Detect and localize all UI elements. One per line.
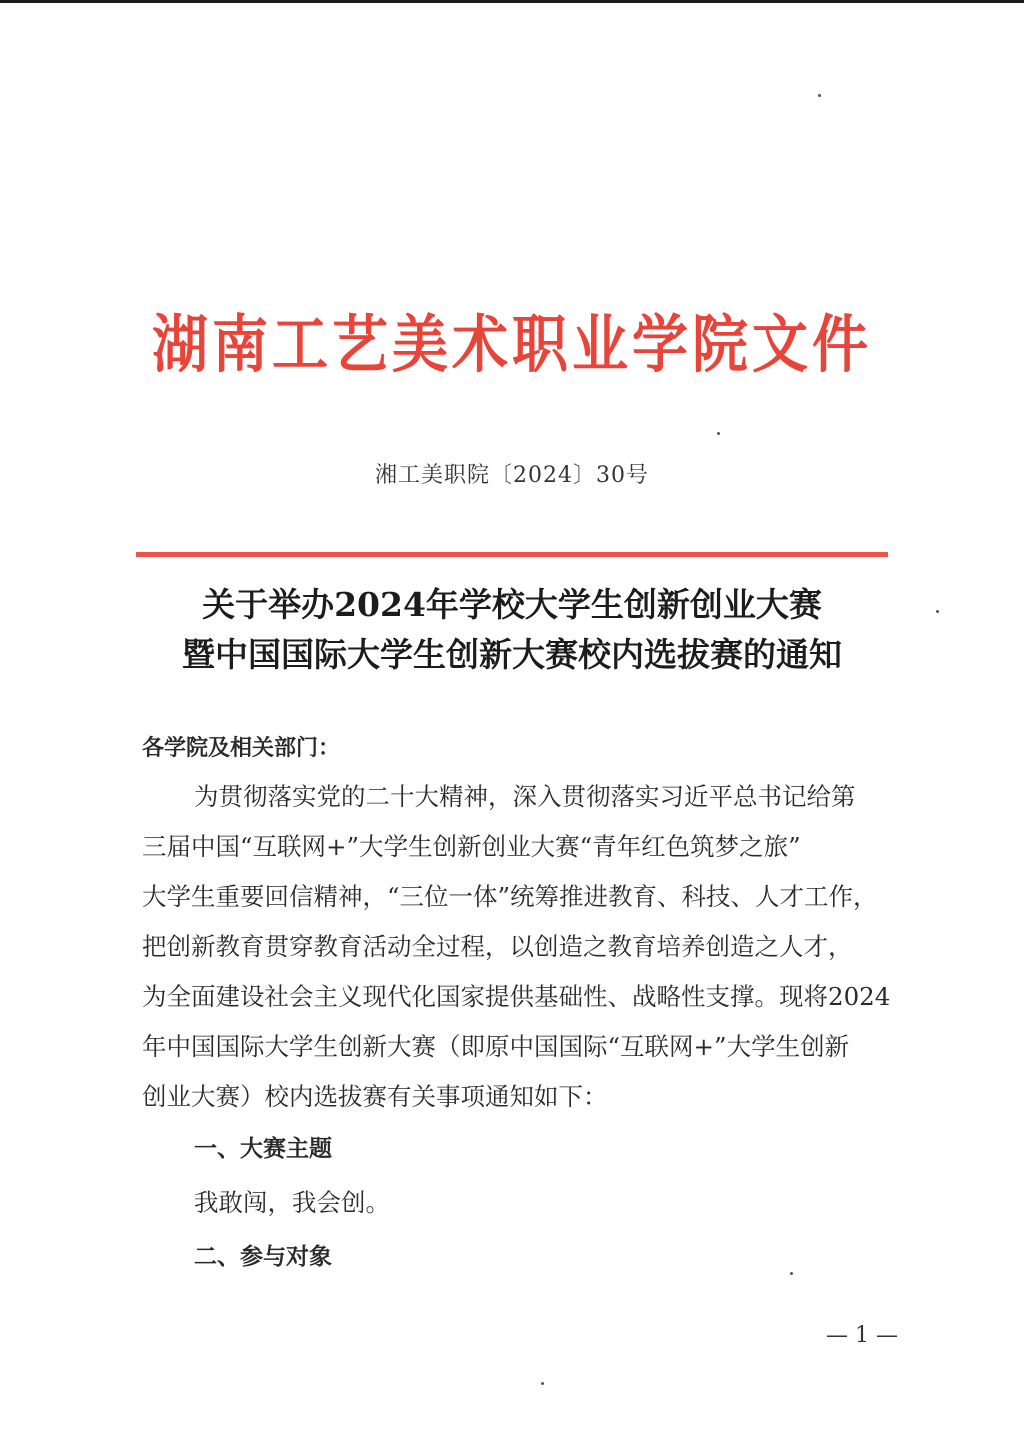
scan-speck [790, 1272, 793, 1275]
paragraph-line: 年中国国际大学生创新大赛（即原中国国际“互联网+”大学生创新 [142, 1032, 850, 1061]
scan-speck [936, 610, 939, 613]
scan-speck [818, 94, 821, 97]
scan-edge [0, 0, 1024, 3]
paragraph-line: 三届中国“互联网+”大学生创新创业大赛“青年红色筑梦之旅” [142, 832, 801, 861]
red-divider-line [136, 552, 888, 557]
paragraph-line: 大学生重要回信精神，“三位一体”统筹推进教育、科技、人才工作， [142, 882, 878, 911]
paragraph-line: 为全面建设社会主义现代化国家提供基础性、战略性支撑。现将2024 [142, 982, 891, 1011]
section-heading-theme: 一、大赛主题 [194, 1136, 332, 1162]
scan-speck [541, 1382, 544, 1385]
salutation: 各学院及相关部门： [142, 736, 341, 761]
paragraph-line: 为贯彻落实党的二十大精神，深入贯彻落实习近平总书记给第 [194, 782, 856, 811]
masthead-title: 湖南工艺美术职业学院文件 [152, 309, 872, 382]
document-body [142, 726, 902, 1284]
intro-paragraph [142, 772, 902, 1122]
notice-title [100, 580, 924, 680]
document-number: 湘工美职院〔2024〕30号 [375, 463, 649, 488]
section-heading-participants: 二、参与对象 [194, 1244, 332, 1270]
page-number: — 1 — [826, 1323, 898, 1348]
section-text-theme: 我敢闯，我会创。 [194, 1188, 390, 1217]
paragraph-line: 创业大赛）校内选拔赛有关事项通知如下： [142, 1082, 608, 1111]
scan-speck [717, 432, 720, 435]
notice-title-line-1: 关于举办2024年学校大学生创新创业大赛 [202, 585, 822, 624]
masthead [150, 290, 874, 400]
notice-title-line-2: 暨中国国际大学生创新大赛校内选拔赛的通知 [182, 635, 842, 674]
paragraph-line: 把创新教育贯穿教育活动全过程，以创造之教育培养创造之人才， [142, 932, 853, 961]
